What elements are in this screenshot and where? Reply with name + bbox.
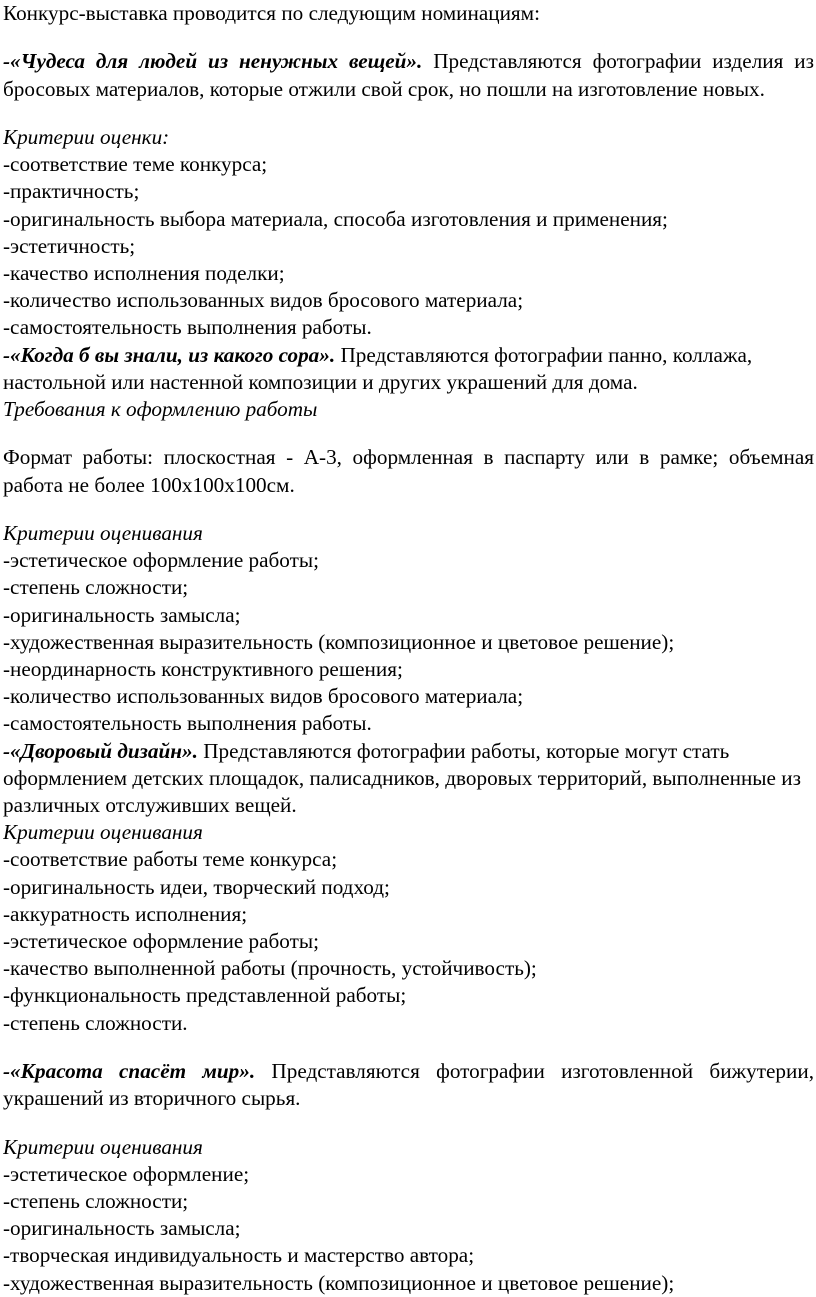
criteria-item: -количество использованных видов бросового материала; bbox=[3, 684, 524, 709]
nomination-3-criteria-heading: Критерии оценивания bbox=[3, 820, 203, 845]
nomination-3-title: -«Дворовый дизайн». bbox=[3, 738, 198, 763]
intro-text: Конкурс-выставка проводится по следующим номинациям: bbox=[3, 1, 540, 25]
criteria-item: -эстетическое оформление; bbox=[3, 1161, 250, 1186]
criteria-item: -эстетическое оформление работы; bbox=[3, 929, 320, 954]
criteria-item: -оригинальность замысла; bbox=[3, 602, 241, 627]
nomination-2-criteria-heading: Критерии оценивания bbox=[3, 521, 203, 545]
criteria-item: -оригинальность идеи, творческий подход; bbox=[3, 874, 390, 899]
criteria-item: -эстетичность; bbox=[3, 233, 136, 258]
criteria-item: -художественная выразительность (композиционное и цветовое решение); bbox=[3, 629, 675, 654]
criteria-item: -степень сложности. bbox=[3, 1010, 188, 1035]
criteria-item: -художественная выразительность (композиционное и цветовое решение); bbox=[3, 1270, 675, 1295]
nomination-4-title: -«Красота спасёт мир». bbox=[3, 1059, 256, 1084]
criteria-item: -творческая индивидуальность и мастерство автора; bbox=[3, 1243, 475, 1268]
nomination-2-paragraph bbox=[3, 342, 814, 396]
criteria-item: -практичность; bbox=[3, 179, 140, 204]
nomination-4-criteria-heading: Критерии оценивания bbox=[3, 1134, 203, 1159]
criteria-item: -степень сложности; bbox=[3, 575, 189, 600]
nomination-1-criteria-heading: Критерии оценки: bbox=[3, 124, 170, 149]
criteria-item: -оригинальность выбора материала, способа изготовления и применения; bbox=[3, 206, 668, 231]
criteria-item: -эстетическое оформление работы; bbox=[3, 548, 320, 573]
nomination-1-description: Представляются фотографии изделия из бросовых материалов, которые отжили свой срок, но пошли на изготовление новых. bbox=[3, 49, 815, 101]
nomination-2-requirements-heading: Требования к оформлению работы bbox=[3, 397, 318, 422]
criteria-item: -количество использованных видов бросового материала; bbox=[3, 288, 524, 313]
criteria-item: -качество выполненной работы (прочность, устойчивость); bbox=[3, 956, 537, 981]
criteria-item: -функциональность представленной работы; bbox=[3, 983, 407, 1008]
nomination-2-title: -«Когда б вы знали, из какого сора». bbox=[3, 342, 336, 367]
criteria-item: -неординарность конструктивного решения; bbox=[3, 657, 403, 682]
criteria-item: -степень сложности; bbox=[3, 1189, 189, 1214]
criteria-item: -оригинальность замысла; bbox=[3, 1216, 241, 1241]
nomination-2-description: Представляются фотографии панно, коллажа, настольной или настенной композиции и других украшений для дома. bbox=[3, 342, 753, 394]
nomination-3-paragraph bbox=[3, 738, 814, 820]
nomination-4-paragraph bbox=[3, 1058, 814, 1112]
nomination-1-paragraph bbox=[3, 48, 814, 102]
criteria-item: -самостоятельность выполнения работы. bbox=[3, 711, 372, 736]
nomination-1-title: -«Чудеса для людей из ненужных вещей». bbox=[3, 49, 423, 74]
criteria-item: -аккуратность исполнения; bbox=[3, 901, 248, 926]
nomination-2-requirements-text: Формат работы: плоскостная - А-3, оформленная в паспарту или в рамке; объемная работа не более 100х100х100см. bbox=[3, 445, 814, 497]
criteria-item: -соответствие работы теме конкурса; bbox=[3, 847, 338, 872]
criteria-item: -самостоятельность выполнения работы. bbox=[3, 315, 372, 340]
criteria-item: -соответствие теме конкурса; bbox=[3, 152, 268, 177]
criteria-item: -качество исполнения поделки; bbox=[3, 261, 285, 285]
nomination-3-description: Представляются фотографии работы, которые могут стать оформлением детских площадок, палисадников, дворовых территорий, выполненные из различных отслуживших вещей. bbox=[3, 738, 801, 818]
nomination-4-description: Представляются фотографии изготовленной бижутерии, украшений из вторичного сырья. bbox=[3, 1059, 814, 1111]
